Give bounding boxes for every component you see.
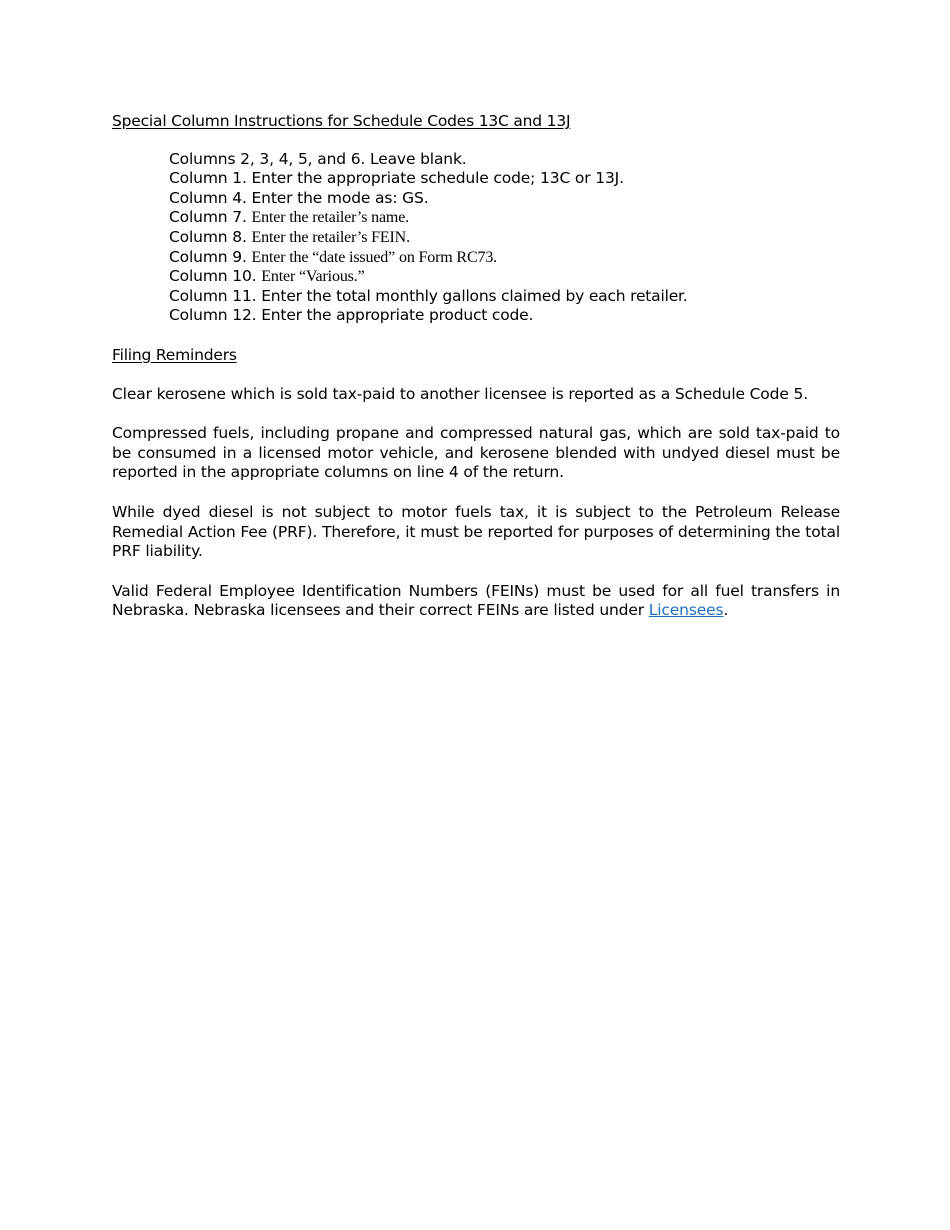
column-label: Column 9. (169, 247, 247, 266)
column-instructions-list (169, 150, 840, 326)
column-instruction: Enter the mode as: GS. (251, 188, 429, 207)
reminder-paragraph-compressed-fuels: Compressed fuels, including propane and compressed natural gas, which are sold tax-paid to be consumed in a licensed motor vehicle, and kerosene blended with undyed diesel must be reported in the appropriate columns on line 4 of the return. (112, 424, 840, 482)
column-instruction: Leave blank. (369, 149, 467, 168)
fein-suffix: . (723, 601, 729, 620)
licensees-link[interactable]: Licensees (648, 601, 724, 620)
reminder-paragraph-kerosene: Clear kerosene which is sold tax-paid to another licensee is reported as a Schedule Code 5. (112, 384, 808, 403)
column-label: Column 12. (169, 306, 257, 325)
column-label: Columns 2, 3, 4, 5, and 6. (169, 149, 366, 168)
special-instructions-heading: Special Column Instructions for Schedule Codes 13C and 13J (112, 112, 571, 130)
column-instruction: Enter the total monthly gallons claimed by each retailer. (261, 286, 688, 305)
column-label: Column 10. (169, 267, 257, 286)
filing-reminders-heading: Filing Reminders (112, 345, 237, 364)
column-instruction: Enter “Various.” (261, 268, 365, 286)
fein-text: Valid Federal Employee Identification Numbers (FEINs) must be used for all fuel transfers in Nebraska. Nebraska licensees and their correct FEINs are listed under (112, 581, 840, 620)
list-item (169, 306, 840, 326)
list-item (169, 248, 840, 268)
column-instruction: Enter the appropriate schedule code; 13C or 13J. (251, 169, 624, 188)
list-item (169, 228, 840, 248)
list-item (169, 189, 840, 209)
column-instruction: Enter the retailer’s name. (251, 209, 410, 227)
column-label: Column 4. (169, 188, 247, 207)
reminder-paragraph-fein (112, 582, 840, 621)
reminder-paragraph-dyed-diesel: While dyed diesel is not subject to motor fuels tax, it is subject to the Petroleum Release Remedial Action Fee (PRF). Therefore, it must be reported for purposes of determining the total PRF liability. (112, 502, 840, 561)
list-item (169, 267, 840, 287)
column-label: Column 7. (169, 208, 247, 227)
document-page (112, 112, 840, 621)
list-item (169, 287, 840, 307)
column-instruction: Enter the retailer’s FEIN. (251, 228, 410, 246)
column-instruction: Enter the appropriate product code. (261, 306, 534, 325)
column-instruction: Enter the “date issued” on Form RC73. (251, 248, 498, 266)
list-item (169, 150, 840, 170)
column-label: Column 11. (169, 286, 257, 305)
column-label: Column 8. (169, 227, 247, 246)
list-item (169, 208, 840, 228)
list-item (169, 169, 840, 189)
column-label: Column 1. (169, 169, 247, 188)
